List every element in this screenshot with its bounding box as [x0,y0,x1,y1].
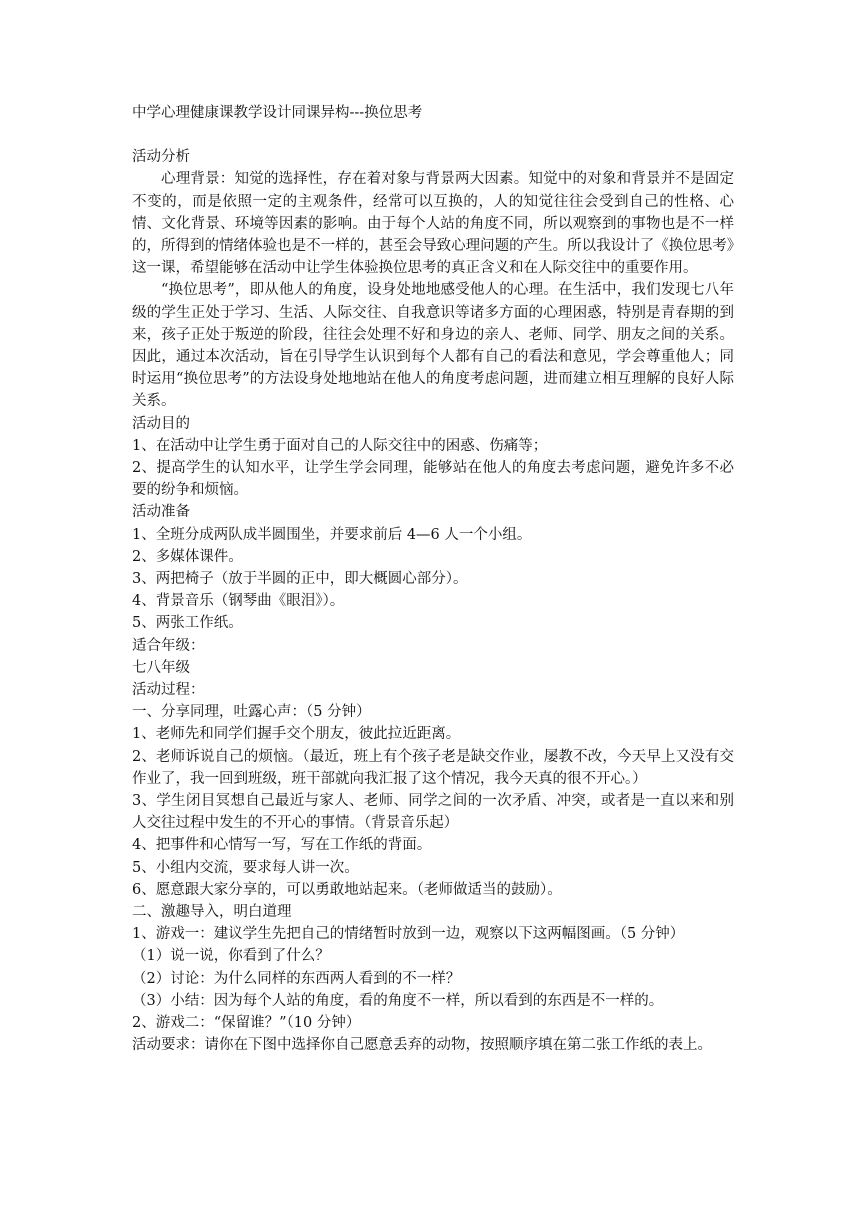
step1-item-3: 3、学生闭目冥想自己最近与家人、老师、同学之间的一次矛盾、冲突，或者是一直以来和别人交往过程中发生的不开心的事情。（背景音乐起） [132,792,734,832]
prep-item-1: 1、全班分成两队成半圆围坐，并要求前后 4—6 人一个小组。 [132,526,532,543]
section-heading-prep: 活动准备 [132,504,190,521]
analysis-paragraph-2: “换位思考”，即从他人的角度，设身处地地感受他人的心理。在生活中，我们发现七八年级的学生正处于学习、生活、人际交往、自我意识等诸多方面的心理困惑，特别是青春期的到来，孩子正处于叛逆的阶段，往往会处理不好和身边的亲人、老师、同学、朋友之间的关系。因此，通过本次活动，旨在引导学生认识到每个人都有自己的看法和意见，学会尊重他人；同时运用“换位思考”的方法设身处地地站在他人的角度考虑问题，进而建立相互理解的良好人际关系。 [132,282,734,410]
step1-item-2: 2、老师诉说自己的烦恼。（最近，班上有个孩子老是缺交作业，屡教不改，今天早上又没有交作业了，我一回到班级，班干部就向我汇报了这个情况，我今天真的很不开心。） [132,748,734,787]
step1-item-4: 4、把事件和心情写一写，写在工作纸的背面。 [132,837,432,854]
document-title: 中学心理健康课教学设计同课异构---换位思考 [132,105,423,121]
prep-item-5: 5、两张工作纸。 [132,615,243,632]
step2-subitem-1: （1）说一说，你看到了什么？ [132,948,330,965]
step2-title: 二、激趣导入，明白道理 [132,904,292,920]
prep-item-2: 2、多媒体课件。 [132,548,243,565]
step2-item-1: 1、游戏一：建议学生先把自己的情绪暂时放到一边，观察以下这两幅图画。（5 分钟） [132,926,685,943]
section-heading-process: 活动过程： [132,681,205,698]
analysis-paragraph-1: 心理背景：知觉的选择性，存在着对象与背景两大因素。知觉中的对象和背景并不是固定不变的，而是依照一定的主观条件，经常可以互换的，人的知觉往往会受到自己的性格、心情、文化背景、环境等因素的影响。由于每个人站的角度不同，所以观察到的事物也是不一样的，所得到的情绪体验也是不一样的，甚至会导致心理问题的产生。所以我设计了《换位思考》这一课，希望能够在活动中让学生体验换位思考的真正含义和在人际交往中的重要作用。 [132,171,734,277]
document-page [132,102,734,1056]
section-heading-goal: 活动目的 [132,415,190,432]
step1-title: 一、分享同理，吐露心声：（5 分钟） [132,704,371,721]
step1-item-5: 5、小组内交流，要求每人讲一次。 [132,859,359,876]
goal-item-1: 1、在活动中让学生勇于面对自己的人际交往中的困惑、伤痛等； [132,437,548,454]
step1-item-1: 1、老师先和同学们握手交个朋友，彼此拉近距离。 [132,726,461,743]
prep-item-4: 4、背景音乐（钢琴曲《眼泪》）。 [132,593,345,610]
step1-item-6: 6、愿意跟大家分享的，可以勇敢地站起来。（老师做适当的鼓励）。 [132,881,562,898]
prep-item-3: 3、两把椅子（放于半圆的正中，即大概圆心部分）。 [132,571,468,587]
goal-item-2: 2、提高学生的认知水平，让学生学会同理，能够站在他人的角度去考虑问题，避免许多不必要的纷争和烦恼。 [132,460,734,499]
grade-value: 七八年级 [132,659,190,676]
step2-subitem-3: （3）小结：因为每个人站的角度，看的角度不一样，所以看到的东西是不一样的。 [132,992,664,1009]
section-heading-analysis: 活动分析 [132,149,190,166]
step2-requirement: 活动要求：请你在下图中选择你自己愿意丢弃的动物，按照顺序填在第二张工作纸的表上。 [132,1037,712,1054]
grade-label: 适合年级： [132,637,205,654]
step2-subitem-2: （2）讨论：为什么同样的东西两人看到的不一样？ [132,970,461,987]
step2-item-2: 2、游戏二：“保留谁？”（10 分钟） [132,1015,361,1032]
